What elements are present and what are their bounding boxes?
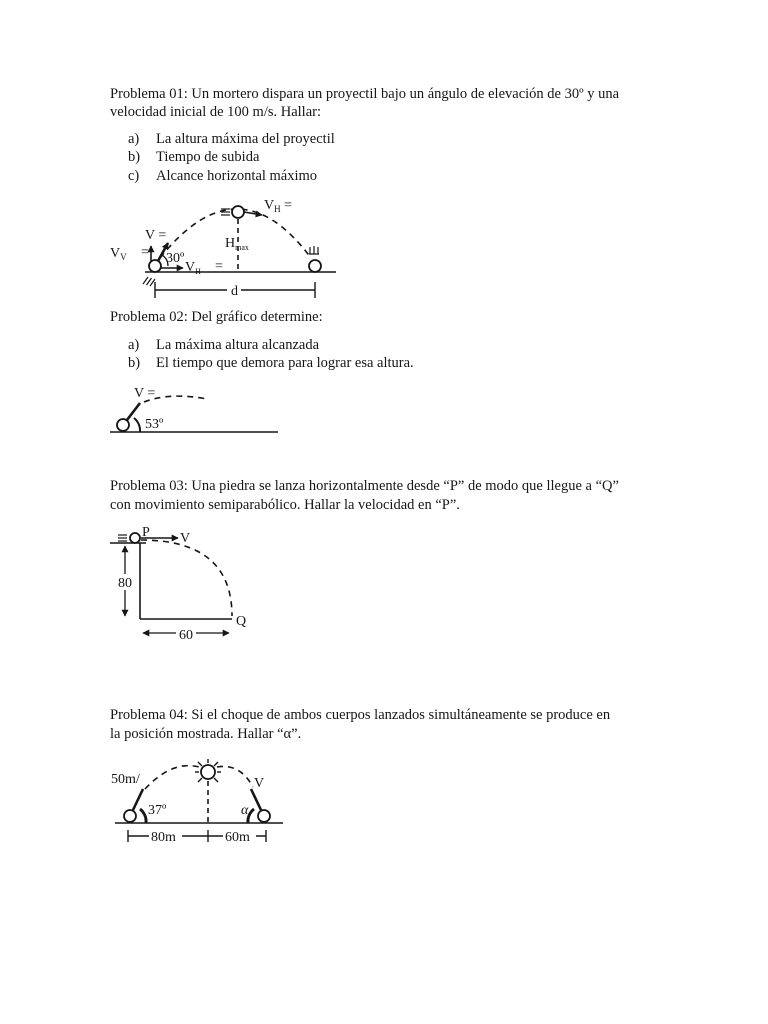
horizontal-component-equals: =	[215, 259, 223, 274]
burst-ray	[214, 778, 218, 782]
problem-01-item-a-marker: a)	[128, 131, 140, 147]
burst-ray	[214, 762, 218, 766]
right-velocity-label: V	[254, 776, 265, 791]
figure-03-horizontal-launch	[105, 520, 255, 645]
projectile-top-ball	[232, 206, 244, 218]
projectile-launch-ball	[149, 260, 161, 272]
projectile-ball	[117, 419, 129, 431]
problem-04-statement-line-2: la posición mostrada. Hallar “α”.	[110, 726, 302, 742]
point-p-label: P	[142, 525, 150, 540]
projectile-landing-ball	[309, 260, 321, 272]
landing-motion-marks	[309, 246, 319, 254]
angle-label: 30º	[166, 251, 185, 266]
angle-label: 53º	[145, 417, 164, 432]
point-q-label: Q	[236, 614, 247, 629]
right-angle-arc	[248, 809, 254, 823]
right-velocity-arrow	[251, 789, 261, 810]
problem-01-item-a-text: La altura máxima del proyectil	[156, 131, 335, 147]
problem-01-statement-line-1: Problema 01: Un mortero dispara un proyectil bajo un ángulo de elevación de 30º y una	[110, 86, 620, 102]
problem-01-item-b-text: Tiempo de subida	[156, 149, 260, 165]
left-angle-label: 37º	[148, 803, 167, 818]
velocity-label: V	[180, 531, 191, 546]
range-label: d	[231, 284, 238, 299]
problem-01-statement-line-2: velocidad inicial de 100 m/s. Hallar:	[110, 104, 321, 120]
height-label: 80	[118, 576, 132, 591]
vertical-component-label: $V_V$	[110, 246, 127, 262]
left-angle-arc	[140, 809, 146, 823]
left-distance-label: 80m	[151, 830, 176, 845]
trajectory-dashed-arc	[141, 540, 232, 616]
problem-03-statement-line-1: Problema 03: Una piedra se lanza horizontalmente desde “P” de modo que llegue a “Q”	[110, 478, 619, 494]
burst-ray	[198, 762, 202, 766]
problem-02-item-a-text: La máxima altura alcanzada	[156, 337, 320, 353]
problem-01-item-c-text: Alcance horizontal máximo	[156, 168, 318, 184]
problem-03-statement-line-2: con movimiento semiparabólico. Hallar la velocidad en “P”.	[110, 497, 460, 513]
problem-02-item-b-text: El tiempo que demora para lograr esa altura.	[156, 355, 414, 371]
problem-01-item-c-marker: c)	[128, 168, 140, 184]
launch-velocity-label: V =	[145, 228, 167, 243]
left-velocity-arrow	[133, 789, 143, 810]
left-trajectory-dashed-arc	[145, 766, 199, 789]
figure-01-mortar-trajectory	[100, 192, 350, 307]
right-angle-label: α	[241, 803, 249, 818]
right-distance-label: 60m	[225, 830, 250, 845]
top-velocity-arrow	[244, 212, 262, 215]
top-velocity-label: $V_H$ =	[264, 198, 293, 214]
horizontal-component-label: $V_H$	[185, 260, 201, 276]
max-height-label: $H_{max}$	[225, 236, 249, 252]
problem-02-statement-line-1: Problema 02: Del gráfico determine:	[110, 309, 323, 325]
distance-label: 60	[179, 628, 193, 643]
motion-lines	[118, 535, 127, 541]
burst-ray	[198, 778, 202, 782]
problem-02-item-b-marker: b)	[128, 355, 141, 371]
launch-velocity-arrow	[127, 403, 140, 420]
problem-04-statement-line-1: Problema 04: Si el choque de ambos cuerpos lanzados simultáneamente se produce en	[110, 707, 611, 723]
problem-01-item-b-marker: b)	[128, 149, 141, 165]
figure-04-collision	[105, 755, 290, 850]
left-ball	[124, 810, 136, 822]
right-trajectory-dashed-arc	[217, 766, 253, 787]
problem-02-item-a-marker: a)	[128, 337, 140, 353]
figure-02-launch-53	[105, 380, 285, 440]
angle-arc	[134, 418, 140, 432]
collision-ball	[201, 765, 215, 779]
left-speed-label: 50m/	[111, 772, 140, 787]
stone-ball	[130, 533, 140, 543]
ground-hatch	[143, 277, 155, 286]
right-ball	[258, 810, 270, 822]
vertical-component-equals: =	[141, 245, 149, 260]
launch-velocity-label: V =	[134, 386, 156, 401]
